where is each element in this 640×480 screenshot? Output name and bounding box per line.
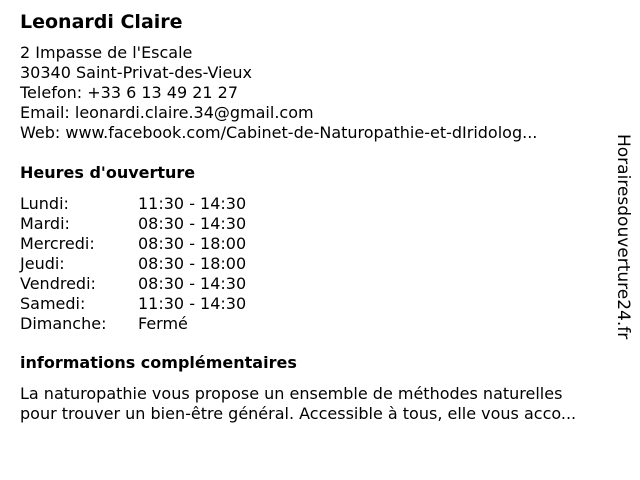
hours-row-samedi <box>20 294 280 314</box>
address-city: 30340 Saint-Privat-des-Vieux <box>20 63 252 82</box>
hours-row-lundi <box>20 194 280 214</box>
watermark-text: Horairesdouverture24.fr <box>613 134 633 340</box>
time-range: 08:30 - 14:30 <box>138 214 247 233</box>
time-range: 11:30 - 14:30 <box>138 194 247 213</box>
time-range: 08:30 - 18:00 <box>138 254 247 273</box>
opening-hours-list <box>20 194 280 334</box>
hours-row-vendredi <box>20 274 280 294</box>
hours-row-mardi <box>20 214 280 234</box>
phone-number: Telefon: +33 6 13 49 21 27 <box>20 83 239 102</box>
hours-row-mercredi <box>20 234 280 254</box>
day-label: Mardi: <box>20 214 70 233</box>
day-label: Dimanche: <box>20 314 107 333</box>
description-text <box>20 384 630 424</box>
hours-row-dimanche <box>20 314 280 334</box>
website-link: Web: www.facebook.com/Cabinet-de-Naturopathie-et-dIridolog... <box>20 123 538 142</box>
time-range: 11:30 - 14:30 <box>138 294 247 313</box>
time-range: Fermé <box>138 314 188 333</box>
day-label: Samedi: <box>20 294 86 313</box>
day-label: Jeudi: <box>20 254 65 273</box>
time-range: 08:30 - 18:00 <box>138 234 247 253</box>
day-label: Vendredi: <box>20 274 96 293</box>
description-line-1: La naturopathie vous propose un ensemble de méthodes naturelles <box>20 384 563 403</box>
business-name: Leonardi Claire <box>20 11 183 33</box>
time-range: 08:30 - 14:30 <box>138 274 247 293</box>
day-label: Lundi: <box>20 194 69 213</box>
email-address: Email: leonardi.claire.34@gmail.com <box>20 103 314 122</box>
opening-hours-title: Heures d'ouverture <box>20 163 196 182</box>
contact-block <box>20 43 537 143</box>
description-line-2: pour trouver un bien-être général. Accessible à tous, elle vous acco... <box>20 404 577 423</box>
day-label: Mercredi: <box>20 234 95 253</box>
site-watermark <box>614 134 632 370</box>
address-street: 2 Impasse de l'Escale <box>20 43 193 62</box>
hours-row-jeudi <box>20 254 280 274</box>
additional-info-title: informations complémentaires <box>20 353 297 372</box>
